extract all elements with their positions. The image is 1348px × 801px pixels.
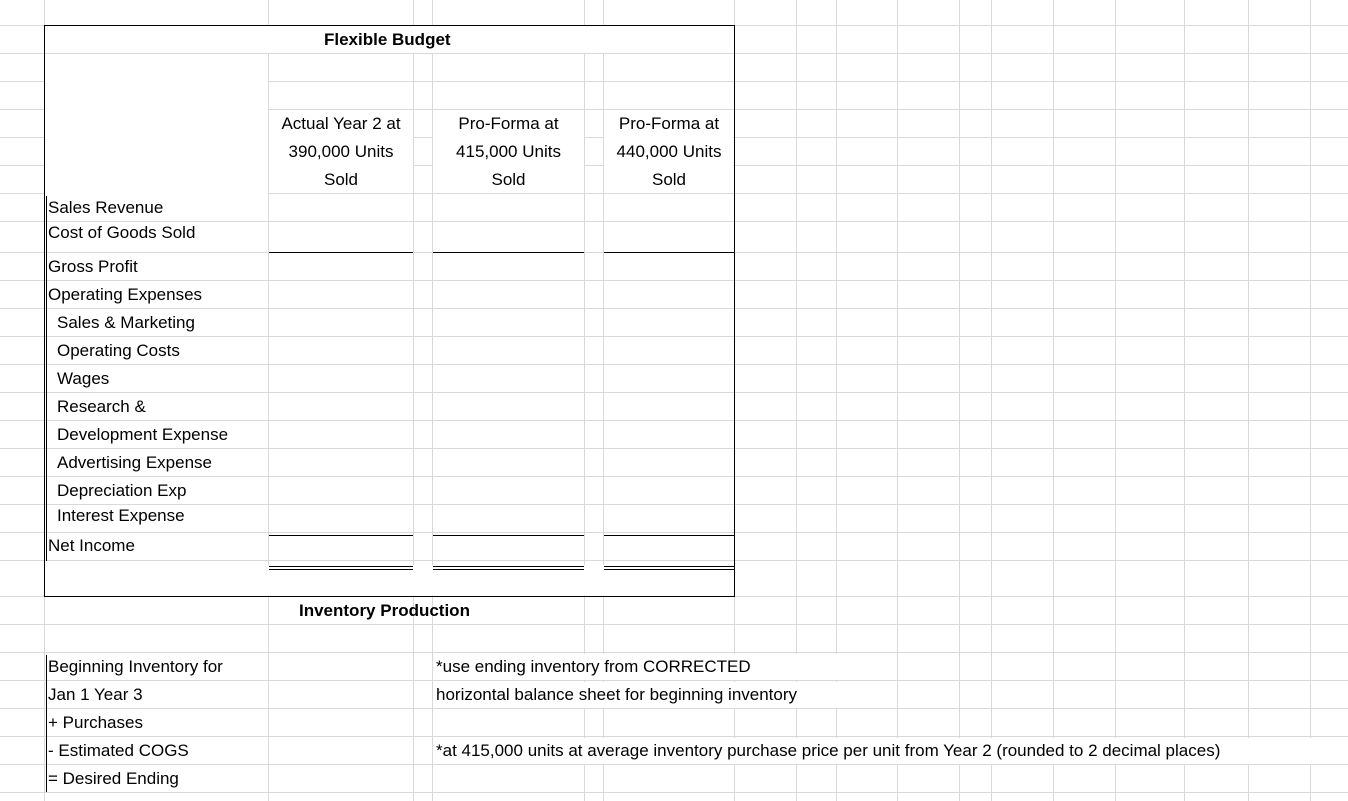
column-header-pro-forma-440000[interactable] xyxy=(604,110,734,194)
gridline xyxy=(1248,0,1249,801)
gridline xyxy=(0,624,1348,625)
row-label-development-expense[interactable]: Development Expense xyxy=(57,425,229,444)
note-average-purchase-price[interactable]: *at 415,000 units at average inventory purchase price per unit from Year 2 (rounded to 2 decimal places) xyxy=(436,741,1221,760)
gridline xyxy=(836,0,837,801)
note-corrected-balance-sheet-cont[interactable]: horizontal balance sheet for beginning inventory xyxy=(436,685,798,704)
subtotal-underline xyxy=(269,535,413,536)
column-header-line: Sold xyxy=(323,170,359,189)
row-label-wages[interactable]: Wages xyxy=(57,369,110,388)
gridline xyxy=(897,0,898,801)
total-double-underline xyxy=(433,569,584,570)
gridline xyxy=(0,792,1348,793)
note-corrected-balance-sheet[interactable]: *use ending inventory from CORRECTED xyxy=(436,657,751,676)
subtotal-underline xyxy=(604,535,734,536)
row-label-research[interactable]: Research & xyxy=(57,397,146,416)
row-label-beginning-inventory[interactable]: Beginning Inventory for xyxy=(48,657,223,676)
column-header-actual-year-2[interactable] xyxy=(269,110,413,194)
gridline xyxy=(1310,0,1311,801)
column-header-pro-forma-415000[interactable] xyxy=(433,110,584,194)
row-label-gross-profit[interactable]: Gross Profit xyxy=(48,257,138,276)
row-label-interest-expense[interactable]: Interest Expense xyxy=(57,506,185,525)
gridline xyxy=(1115,0,1116,801)
row-label-operating-costs[interactable]: Operating Costs xyxy=(57,341,180,360)
subtotal-underline xyxy=(433,535,584,536)
column-header-line: 415,000 Units xyxy=(456,142,561,161)
row-label-advertising-expense[interactable]: Advertising Expense xyxy=(57,453,212,472)
gridline xyxy=(959,0,960,801)
gridline xyxy=(1053,0,1054,801)
column-header-line: 390,000 Units xyxy=(288,142,394,161)
total-double-underline xyxy=(269,569,413,570)
total-double-underline xyxy=(269,566,413,567)
subtotal-underline xyxy=(433,252,584,253)
row-label-operating-expenses[interactable]: Operating Expenses xyxy=(48,285,203,304)
column-header-line: Sold xyxy=(491,170,526,189)
column-header-line: Actual Year 2 at xyxy=(281,114,401,133)
column-header-line: Pro-Forma at xyxy=(618,114,720,133)
row-label-sales-marketing[interactable]: Sales & Marketing xyxy=(57,313,195,332)
row-label-cost-of-goods-sold[interactable]: Cost of Goods Sold xyxy=(48,223,196,242)
subtotal-underline xyxy=(269,252,413,253)
column-header-line: Sold xyxy=(651,170,687,189)
gridline xyxy=(991,0,992,801)
total-double-underline xyxy=(604,569,734,570)
flexible-budget-title: Flexible Budget xyxy=(324,30,451,49)
total-double-underline xyxy=(433,566,584,567)
column-header-line: 440,000 Units xyxy=(616,142,722,161)
row-label-desired-ending[interactable]: = Desired Ending xyxy=(48,769,179,788)
row-label-net-income[interactable]: Net Income xyxy=(48,536,135,555)
row-label-purchases[interactable]: + Purchases xyxy=(48,713,143,732)
inventory-production-title: Inventory Production xyxy=(299,601,470,620)
gridline xyxy=(1184,0,1185,801)
column-header-line: Pro-Forma at xyxy=(458,114,559,133)
row-label-jan-1-year-3[interactable]: Jan 1 Year 3 xyxy=(48,685,143,704)
row-label-estimated-cogs[interactable]: - Estimated COGS xyxy=(48,741,189,760)
row-label-depreciation-exp[interactable]: Depreciation Exp xyxy=(57,481,187,500)
subtotal-underline xyxy=(604,252,734,253)
total-double-underline xyxy=(604,566,734,567)
row-label-sales-revenue[interactable]: Sales Revenue xyxy=(48,198,164,217)
